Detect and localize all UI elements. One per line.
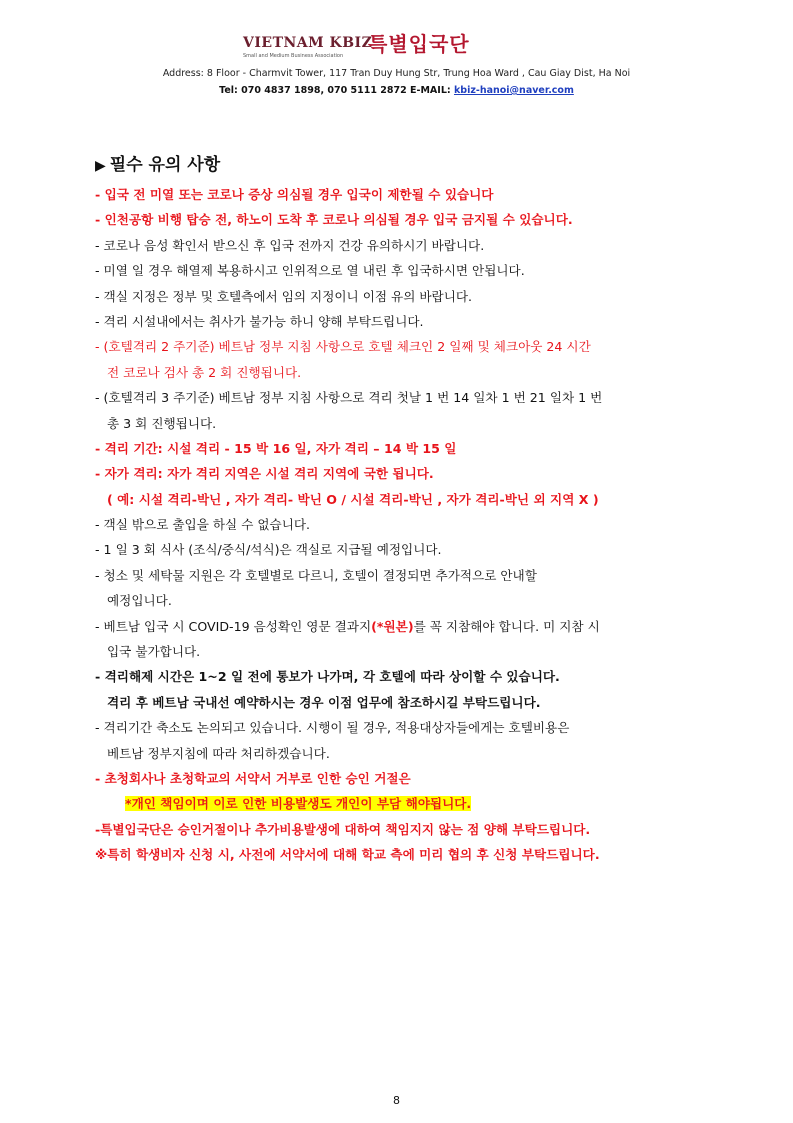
original-copy-note: (*원본): [371, 618, 414, 634]
notice-line: - 초청회사나 초청학교의 서약서 거부로 인한 승인 거절은: [95, 770, 411, 786]
contact-phone: Tel: 070 4837 1898, 070 5111 2872 E-MAIL:: [219, 85, 454, 96]
notice-line: - 미열 일 경우 해열제 복용하시고 인위적으로 열 내린 후 입국하시면 안됩니다.: [95, 263, 525, 279]
brand-name-ko: 특별입국단: [368, 32, 470, 56]
notice-line: 입국 불가합니다.: [107, 644, 201, 660]
notice-line: ( 예: 시설 격리-박닌 , 자가 격리- 박닌 O / 시설 격리-박닌 , 자가 격리-박닌 외 지역 X ): [107, 491, 599, 507]
notice-line-part: 를 꼭 지참해야 합니다. 미 지참 시: [413, 618, 600, 634]
notice-line: ※특히 학생비자 신청 시, 사전에 서약서에 대해 학교 측에 미리 협의 후 신청 부탁드립니다.: [95, 847, 600, 863]
notice-line: - 격리해제 시간은 1~2 일 전에 통보가 나가며, 각 호텔에 따라 상이할 수 있습니다.: [95, 669, 560, 685]
notice-line: - 자가 격리: 자가 격리 지역은 시설 격리 지역에 국한 됩니다.: [95, 466, 434, 482]
section-title: [95, 152, 725, 179]
notice-line: 격리 후 베트남 국내선 예약하시는 경우 이점 업무에 참조하시길 부탁드립니다.: [107, 694, 541, 710]
notice-line: - 격리기간 축소도 논의되고 있습니다. 시행이 될 경우, 적용대상자들에게는 호텔비용은: [95, 720, 570, 736]
address-line: Address: 8 Floor - Charmvit Tower, 117 Tran Duy Hung Str, Trung Hoa Ward , Cau Giay Dist, Ha Noi: [162, 68, 631, 79]
brand-subtitle: Small and Medium Business Association: [243, 53, 344, 59]
notice-line: [95, 791, 725, 816]
brand-logo: [0, 30, 793, 60]
notice-line: - 객실 지정은 정부 및 호텔측에서 임의 지정이니 이점 유의 바랍니다.: [95, 288, 473, 304]
notice-line: - 입국 전 미열 또는 코로나 증상 의심될 경우 입국이 제한될 수 있습니다: [95, 187, 494, 202]
notice-line: - 청소 및 세탁물 지원은 각 호텔별로 다르니, 호텔이 결정되면 추가적으로 안내할: [95, 567, 537, 583]
notice-line: - 코로나 음성 확인서 받으신 후 입국 전까지 건강 유의하시기 바랍니다.: [95, 237, 485, 253]
notice-line: - 1 일 3 회 식사 (조식/중식/석식)은 객실로 지급될 예정입니다.: [95, 542, 442, 558]
notice-line: [95, 614, 725, 639]
notice-line: - (호텔격리 2 주기준) 베트남 정부 지침 사항으로 호텔 체크인 2 일째 및 체크아웃 24 시간: [95, 339, 591, 355]
highlighted-warning: *개인 책임이며 이로 인한 비용발생도 개인이 부담 해야됩니다.: [125, 796, 472, 812]
email-link[interactable]: kbiz-hanoi@naver.com: [453, 85, 574, 96]
notice-line: - (호텔격리 3 주기준) 베트남 정부 지침 사항으로 격리 첫날 1 번 14 일차 1 번 21 일차 1 번: [95, 390, 603, 406]
notice-line: - 인천공항 비행 탑승 전, 하노이 도착 후 코로나 의심될 경우 입국 금지될 수 있습니다.: [95, 212, 573, 228]
letterhead: [0, 30, 793, 60]
notice-line: 총 3 회 진행됩니다.: [107, 415, 217, 431]
page-number: 8: [393, 1094, 400, 1107]
notice-line: 전 코로나 검사 총 2 회 진행됩니다.: [107, 364, 302, 380]
section-title-text: 필수 유의 사항: [109, 155, 221, 175]
notice-line: - 객실 밖으로 출입을 하실 수 없습니다.: [95, 517, 311, 533]
contact-line: [0, 85, 793, 97]
brand-name-en: VIETNAM KBIZ: [243, 35, 373, 51]
notice-line: -특별입국단은 승인거절이나 추가비용발생에 대하여 책임지지 않는 점 양해 부탁드립니다.: [95, 821, 591, 837]
notice-section: [95, 152, 725, 868]
notice-line: - 격리 기간: 시설 격리 - 15 박 16 일, 자가 격리 – 14 박 15 일: [95, 440, 457, 456]
triangle-icon: ▶: [95, 158, 106, 174]
notice-line-part: - 베트남 입국 시 COVID-19 음성확인 영문 결과지: [95, 618, 372, 634]
notice-line: 베트남 정부지침에 따라 처리하겠습니다.: [107, 745, 330, 761]
notice-line: - 격리 시설내에서는 취사가 불가능 하니 양해 부탁드립니다.: [95, 313, 424, 329]
notice-line: 예정입니다.: [107, 593, 172, 609]
